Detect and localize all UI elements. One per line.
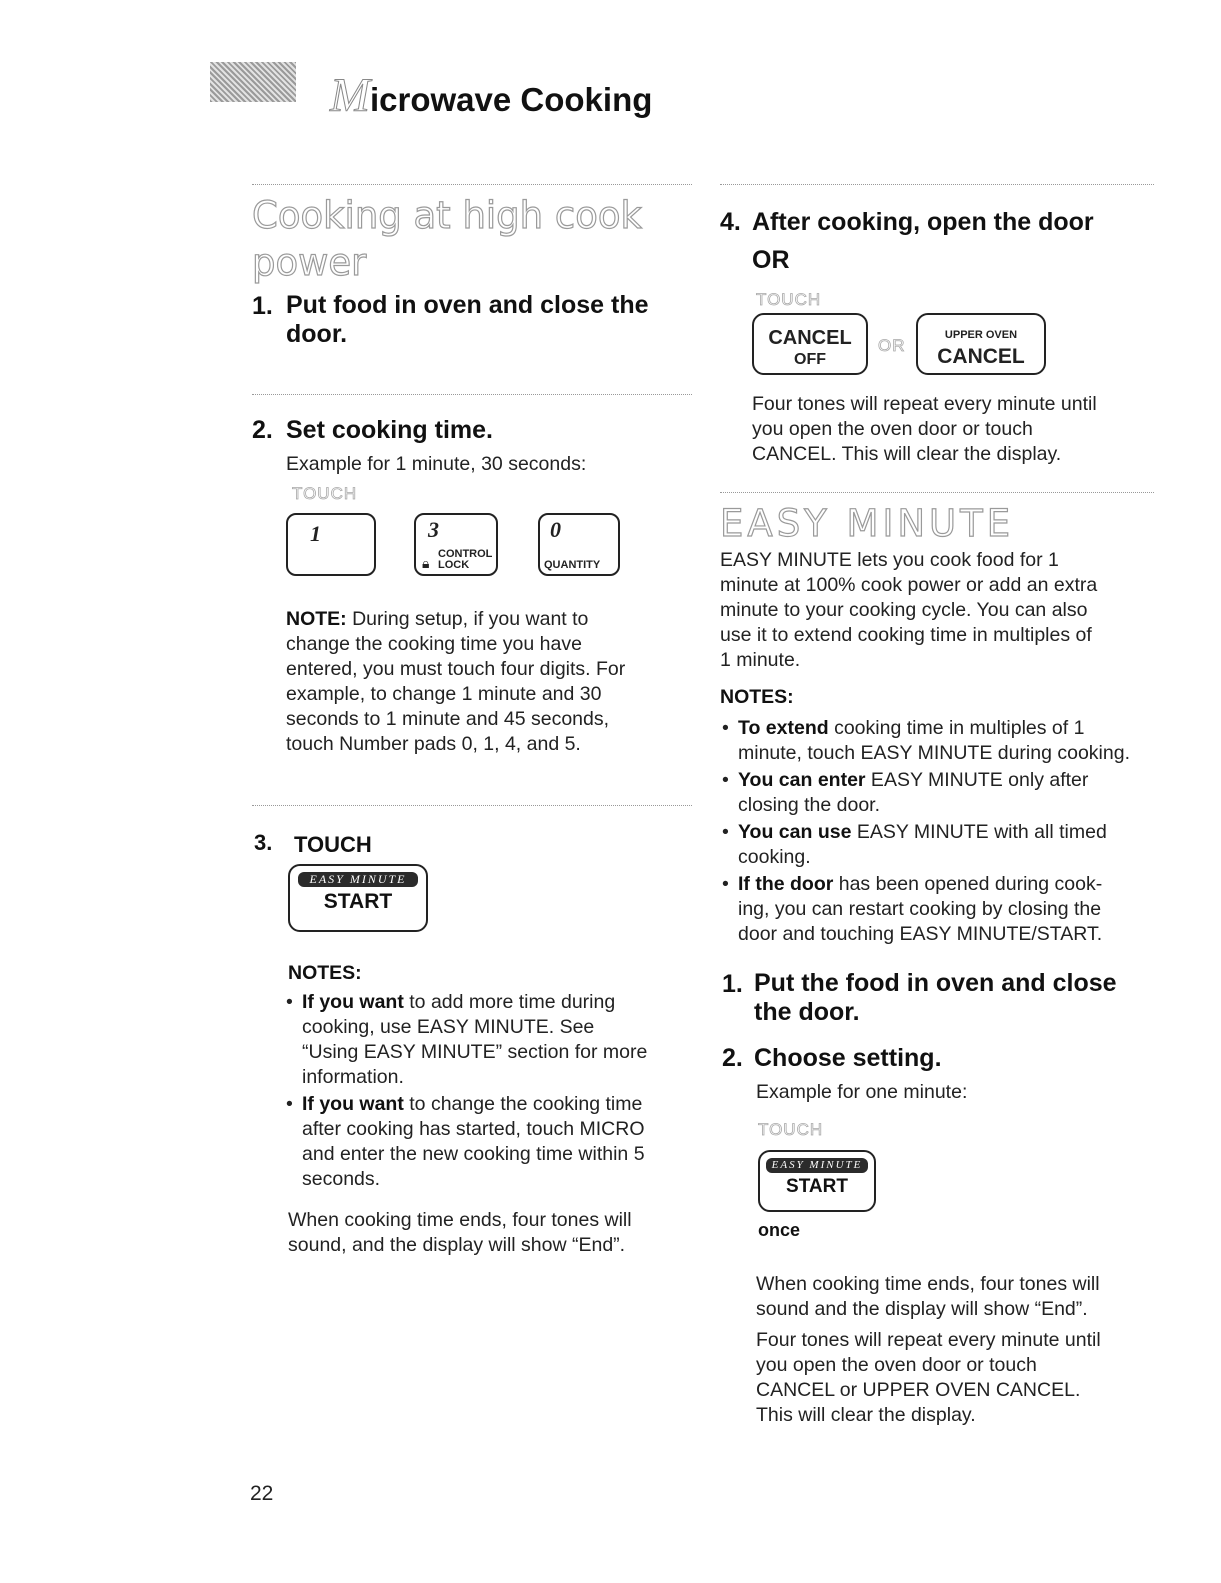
bullet-lead: You can use <box>738 821 852 843</box>
off-label: OFF <box>794 351 826 368</box>
list-item: • To extend cooking time in multiples of 1 minute, touch EASY MINUTE during cooking. <box>722 717 1130 764</box>
step-2-text: Set cooking time. <box>286 416 493 444</box>
number-pad-3-control-lock[interactable] <box>414 513 498 576</box>
text-line: Four tones will repeat every minute until <box>756 1329 1101 1351</box>
step-1-line1: Put food in oven and close the <box>286 291 649 319</box>
notes-heading: NOTES: <box>288 962 362 984</box>
step-1-line2: door. <box>286 320 348 348</box>
easy-minute-section-title: EASY MINUTE <box>720 502 1015 545</box>
touch-label: TOUCH <box>756 290 822 309</box>
text-line: CANCEL or UPPER OVEN CANCEL. <box>756 1379 1081 1401</box>
step-3-end-text <box>288 1208 632 1258</box>
step-4-text: After cooking, open the door <box>752 208 1094 236</box>
text-line: 1 minute. <box>720 649 801 671</box>
text-line: minute at 100% cook power or add an extra <box>720 574 1098 596</box>
step-3-notes-list <box>286 990 706 1194</box>
key-number: 3 <box>428 517 439 542</box>
step-4-number: 4. <box>720 208 741 236</box>
bullet-line: has been opened during cook- <box>833 873 1103 895</box>
bullet-lead: If the door <box>738 873 834 895</box>
cancel-label: CANCEL <box>768 327 852 349</box>
notes-heading: NOTES: <box>720 686 794 708</box>
key-sub-label: QUANTITY <box>544 559 601 571</box>
easy-minute-label: EASY MINUTE <box>298 872 418 887</box>
number-pad-0-quantity[interactable] <box>538 513 620 576</box>
step-2-note <box>286 607 625 757</box>
note-line: seconds to 1 minute and 45 seconds, <box>286 708 610 730</box>
bullet-line: cooking. <box>738 846 811 868</box>
list-item: • If the door has been opened during cook- ing, you can restart cooking by closing the door and touching EASY MINUTE/START. <box>722 873 1103 945</box>
easy-end-text-1 <box>756 1272 1100 1322</box>
text-line: use it to extend cooking time in multiples of <box>720 624 1092 646</box>
text-line: When cooking time ends, four tones will <box>288 1209 632 1231</box>
text-line: CANCEL. This will clear the display. <box>752 443 1062 465</box>
section-title-line1: Cooking at high cook <box>252 194 642 237</box>
easy-minute-intro <box>720 548 1097 673</box>
bullet-line: ing, you can restart cooking by closing the <box>738 898 1102 920</box>
note-line: example, to change 1 minute and 30 <box>286 683 602 705</box>
start-label: START <box>323 890 393 913</box>
bullet-line: to change the cooking time <box>403 1093 643 1115</box>
easy-step-2-number: 2. <box>722 1044 743 1072</box>
step-4-or: OR <box>752 246 790 274</box>
cancel-off-button[interactable] <box>752 313 868 375</box>
key-number: 1 <box>310 521 321 546</box>
list-item: • You can enter EASY MINUTE only after closing the door. <box>722 769 1089 816</box>
list-item: • If you want to add more time during cooking, use EASY MINUTE. See “Using EASY MINUTE” section for more information. <box>286 991 648 1088</box>
list-item: • If you want to change the cooking time after cooking has started, touch MICRO and enter the new cooking time within 5 seconds. <box>286 1093 645 1190</box>
easy-minute-start-button[interactable] <box>288 864 428 932</box>
key-number: 0 <box>550 517 561 542</box>
text-line: When cooking time ends, four tones will <box>756 1273 1100 1295</box>
touch-label: TOUCH <box>758 1120 824 1139</box>
bullet-line: information. <box>302 1066 404 1088</box>
step-2-example: Example for 1 minute, 30 seconds: <box>286 453 587 475</box>
note-line: change the cooking time you have <box>286 633 582 655</box>
step-2-number: 2. <box>252 416 273 444</box>
key-sub-label: CONTROL LOCK <box>438 548 493 571</box>
step-line: Put the food in oven and close <box>754 969 1117 997</box>
bullet-line: EASY MINUTE only after <box>865 769 1089 791</box>
bullet-line: cooking time in multiples of 1 <box>828 717 1085 739</box>
text-line: you open the oven door or touch <box>752 418 1033 440</box>
note-line: During setup, if you want to <box>346 608 589 630</box>
easy-end-text-2 <box>756 1328 1101 1428</box>
bullet-line: to add more time during <box>403 991 616 1013</box>
text-line: This will clear the display. <box>756 1404 976 1426</box>
divider <box>720 492 1154 493</box>
step-1-number: 1. <box>252 292 273 320</box>
note-line: entered, you must touch four digits. For <box>286 658 626 680</box>
bullet-line: and enter the new cooking time within 5 <box>302 1143 645 1165</box>
text-line: Four tones will repeat every minute until <box>752 393 1097 415</box>
upper-cancel-label: CANCEL <box>937 345 1025 368</box>
header-pattern-block <box>210 62 296 102</box>
text-line: sound and the display will show “End”. <box>756 1298 1088 1320</box>
text-line: sound, and the display will show “End”. <box>288 1234 626 1256</box>
bullet-line: cooking, use EASY MINUTE. See <box>302 1016 595 1038</box>
text-line: EASY MINUTE lets you cook food for 1 <box>720 549 1059 571</box>
page-title <box>330 68 652 123</box>
title-initial: M <box>330 69 370 122</box>
step-1-text <box>286 291 649 349</box>
bullet-line: “Using EASY MINUTE” section for more <box>302 1041 648 1063</box>
page-number: 22 <box>250 1482 274 1505</box>
divider <box>252 394 692 395</box>
title-rest: icrowave Cooking <box>369 81 653 118</box>
or-label: OR <box>878 336 906 355</box>
step-4-description <box>752 392 1097 467</box>
easy-minute-notes-list <box>722 716 1162 949</box>
easy-step-2-example: Example for one minute: <box>756 1081 968 1103</box>
number-pad-1[interactable] <box>286 513 376 576</box>
bullet-line: after cooking has started, touch MICRO <box>302 1118 645 1140</box>
start-label: START <box>786 1176 848 1197</box>
note-label: NOTE: <box>286 608 347 630</box>
bullet-line: seconds. <box>302 1168 381 1190</box>
touch-label: TOUCH <box>292 484 358 503</box>
bullet-lead: If you want <box>302 1093 404 1115</box>
section-title-line2: power <box>252 241 367 284</box>
easy-minute-start-button[interactable] <box>758 1150 876 1212</box>
lock-icon: 🔒︎ <box>422 555 430 571</box>
section-title <box>252 192 642 286</box>
bullet-lead: To extend <box>738 717 829 739</box>
once-label: once <box>758 1220 801 1240</box>
easy-step-1-text <box>754 969 1117 1027</box>
bullet-line: EASY MINUTE with all timed <box>851 821 1107 843</box>
bullet-lead: If you want <box>302 991 404 1013</box>
bullet-line: closing the door. <box>738 794 881 816</box>
easy-step-1-number: 1. <box>722 970 743 998</box>
note-line: touch Number pads 0, 1, 4, and 5. <box>286 733 581 755</box>
bullet-line: minute, touch EASY MINUTE during cooking. <box>738 742 1130 764</box>
easy-minute-label: EASY MINUTE <box>766 1158 868 1173</box>
easy-step-2-text: Choose setting. <box>754 1044 942 1072</box>
text-line: you open the oven door or touch <box>756 1354 1037 1376</box>
step-3-number: 3. <box>254 830 273 855</box>
upper-oven-cancel-button[interactable] <box>916 313 1046 375</box>
step-3-text: TOUCH <box>294 832 372 857</box>
divider <box>252 805 692 806</box>
text-line: minute to your cooking cycle. You can also <box>720 599 1088 621</box>
list-item: • You can use EASY MINUTE with all timed cooking. <box>722 821 1107 868</box>
divider <box>252 184 692 185</box>
bullet-lead: You can enter <box>738 769 866 791</box>
bullet-line: door and touching EASY MINUTE/START. <box>738 923 1103 945</box>
divider <box>720 184 1154 185</box>
upper-oven-label: UPPER OVEN <box>944 329 1018 341</box>
step-line: the door. <box>754 998 860 1026</box>
